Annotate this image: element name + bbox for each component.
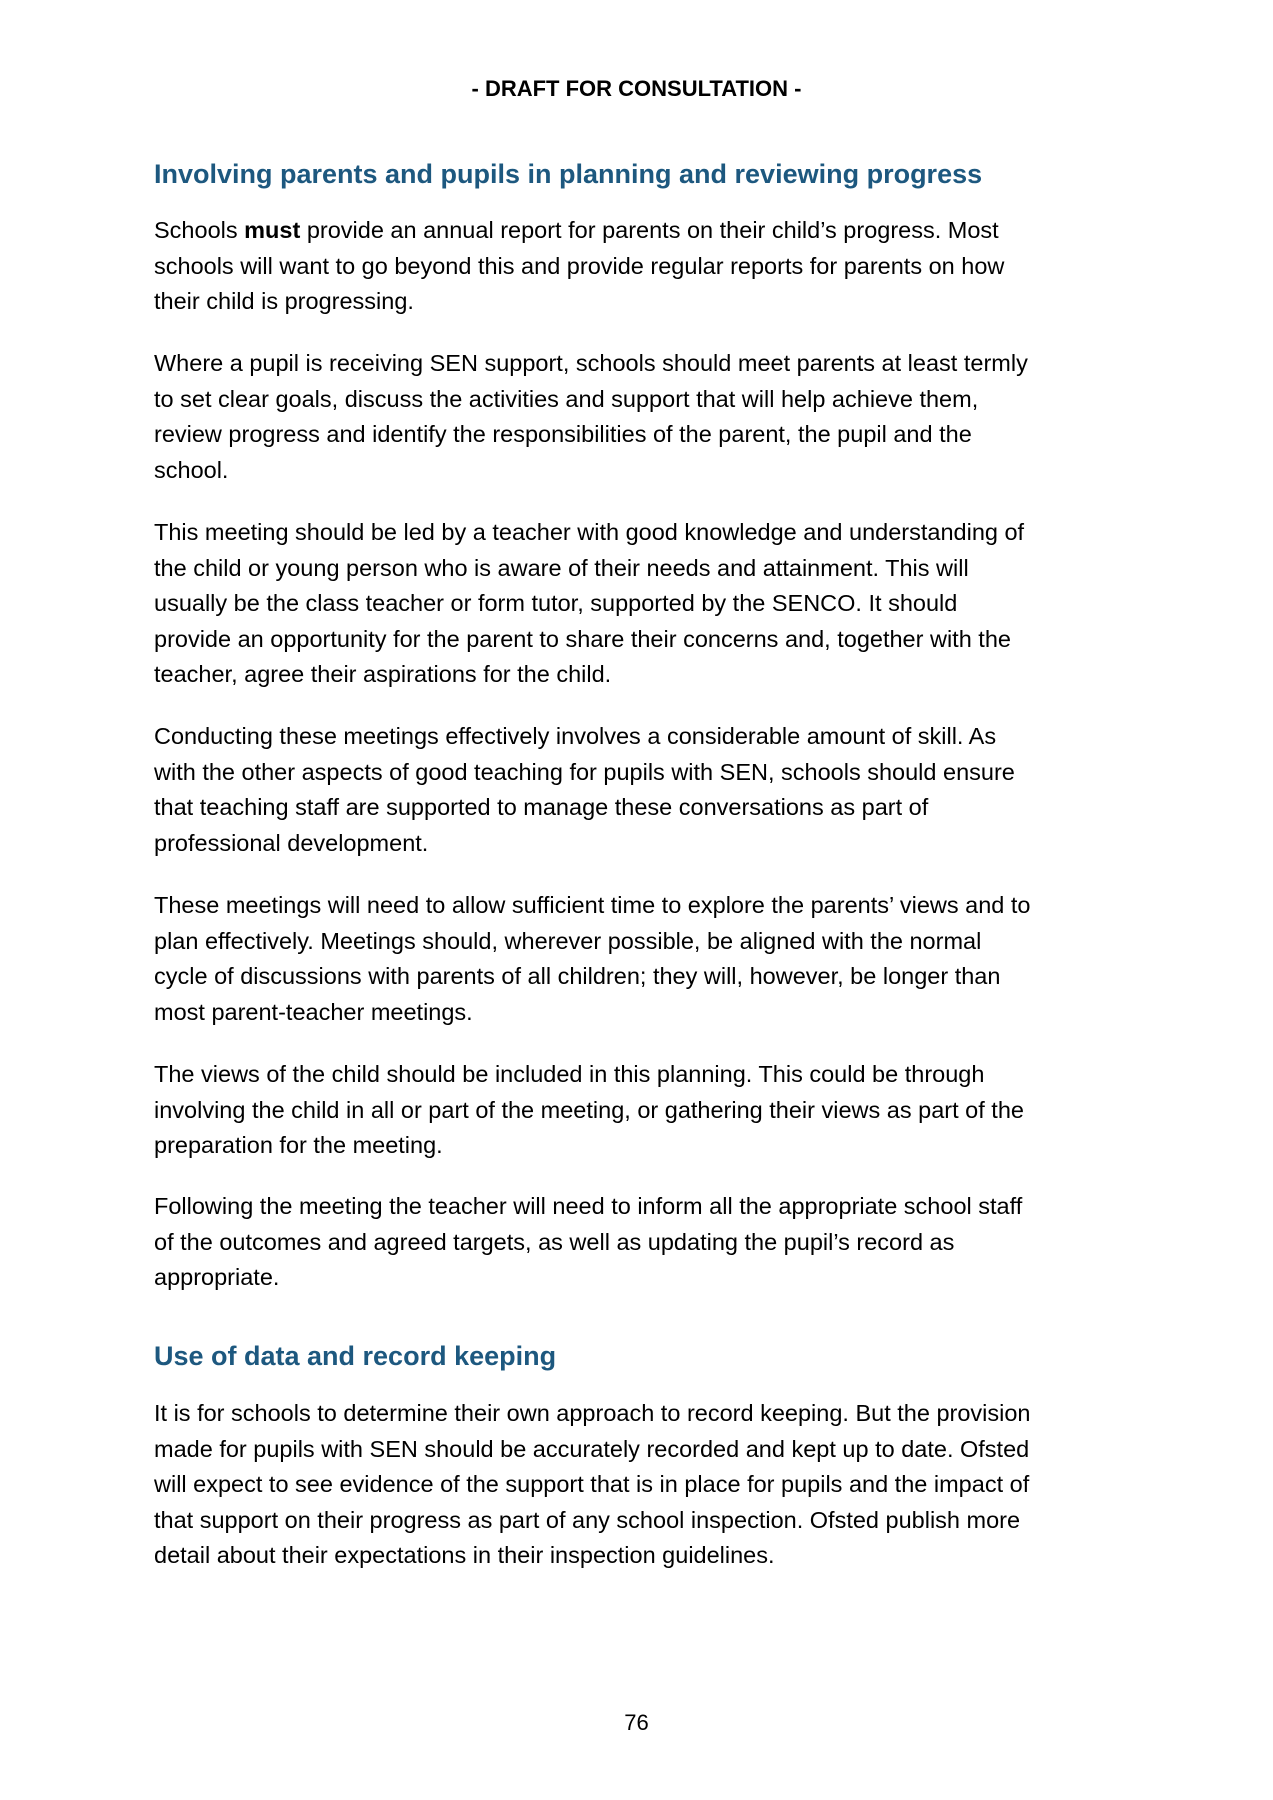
text-line: review progress and identify the responsibilities of the parent, the pupil and the bbox=[154, 421, 972, 447]
text-line: appropriate. bbox=[154, 1264, 280, 1290]
paragraph-record-keeping bbox=[154, 1396, 1031, 1574]
bold-text: must bbox=[244, 217, 301, 243]
paragraph-conducting-meetings bbox=[154, 719, 1015, 861]
text-line: school. bbox=[154, 456, 229, 483]
text-run: provide an annual report for parents on their child’s progress. Most bbox=[300, 217, 999, 243]
paragraph-following-meeting bbox=[154, 1189, 1022, 1296]
text-run: Schools bbox=[154, 217, 245, 243]
paragraph-sufficient-time bbox=[154, 888, 1031, 1030]
paragraph-views-of-child bbox=[154, 1057, 1024, 1164]
text-line: to set clear goals, discuss the activities and support that will help achieve them, bbox=[154, 385, 979, 412]
text-line: Following the meeting the teacher will need to inform all the appropriate school staff bbox=[154, 1193, 1023, 1219]
page-number: 76 bbox=[624, 1710, 649, 1735]
text-line: detail about their expectations in their inspection guidelines. bbox=[154, 1542, 775, 1568]
text-line: professional development. bbox=[154, 829, 429, 856]
text-line: provide an opportunity for the parent to share their concerns and, together with the bbox=[154, 625, 1011, 652]
text-line: Where a pupil is receiving SEN support, schools should meet parents at least termly bbox=[154, 350, 1028, 376]
text-line: of the outcomes and agreed targets, as well as updating the pupil’s record as bbox=[154, 1228, 955, 1255]
text-line: Conducting these meetings effectively involves a considerable amount of skill. As bbox=[154, 723, 997, 749]
section-heading-involving-parents: Involving parents and pupils in planning and reviewing progress bbox=[154, 159, 983, 189]
text-line: preparation for the meeting. bbox=[154, 1132, 443, 1158]
text-line: teacher, agree their aspirations for the child. bbox=[154, 661, 612, 687]
paragraph-meeting-led bbox=[154, 515, 1024, 693]
text-line: schools will want to go beyond this and provide regular reports for parents on how bbox=[154, 252, 1005, 279]
text-line: cycle of discussions with parents of all children; they will, however, be longer than bbox=[154, 963, 1001, 989]
text-line: with the other aspects of good teaching for pupils with SEN, schools should ensure bbox=[154, 758, 1015, 785]
text-line: most parent-teacher meetings. bbox=[154, 998, 473, 1025]
text-line: that teaching staff are supported to manage these conversations as part of bbox=[154, 794, 929, 820]
paragraph-sen-support bbox=[154, 346, 1028, 488]
text-line: These meetings will need to allow sufficient time to explore the parents’ views and to bbox=[154, 892, 1031, 918]
text-line: will expect to see evidence of the support that is in place for pupils and the impact of bbox=[154, 1471, 1030, 1497]
text-line: usually be the class teacher or form tutor, supported by the SENCO. It should bbox=[154, 590, 958, 616]
text-line: their child is progressing. bbox=[154, 288, 414, 314]
text-line: that support on their progress as part of any school inspection. Ofsted publish more bbox=[154, 1506, 1021, 1533]
draft-banner: - DRAFT FOR CONSULTATION - bbox=[471, 76, 802, 101]
text-line: plan effectively. Meetings should, wherever possible, be aligned with the normal bbox=[154, 927, 982, 954]
text-line bbox=[154, 213, 1004, 249]
section-heading-use-of-data: Use of data and record keeping bbox=[154, 1341, 557, 1371]
paragraph-annual-report bbox=[154, 213, 1004, 320]
text-line: This meeting should be led by a teacher with good knowledge and understanding of bbox=[154, 519, 1025, 545]
text-line: involving the child in all or part of the meeting, or gathering their views as part of the bbox=[154, 1096, 1024, 1123]
text-line: made for pupils with SEN should be accurately recorded and kept up to date. Ofsted bbox=[154, 1435, 1030, 1462]
text-line: It is for schools to determine their own approach to record keeping. But the provision bbox=[154, 1400, 1031, 1426]
text-line: The views of the child should be included in this planning. This could be through bbox=[154, 1061, 985, 1087]
text-line: the child or young person who is aware of their needs and attainment. This will bbox=[154, 554, 969, 581]
